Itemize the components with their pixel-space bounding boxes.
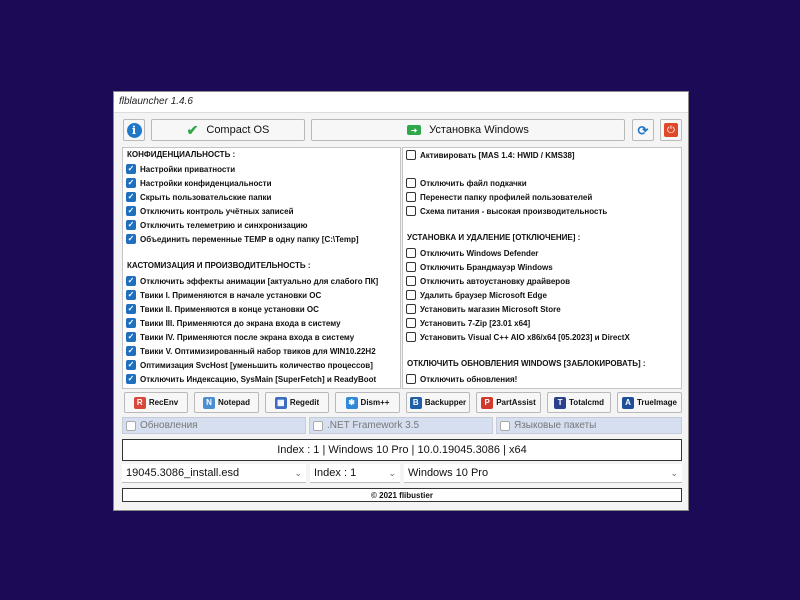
backupper-icon: B [410,397,422,409]
checkbox[interactable] [406,192,416,202]
option-install-vcpp[interactable] [406,331,630,343]
option-label: Установить Visual C++ AIO x86/x64 [05.2023] и DirectX [420,332,630,342]
partassist-icon: P [481,397,493,409]
checkbox[interactable]: ✓ [127,276,135,285]
install-icon: ➜ [407,125,421,135]
updates-heading: ОТКЛЮЧИТЬ ОБНОВЛЕНИЯ WINDOWS [ЗАБЛОКИРОВАТЬ] : [407,359,646,368]
index-info [122,439,682,461]
index-select[interactable] [310,464,400,483]
image-file-value: 19045.3086_install.esd [126,467,240,479]
netfx-checkbox[interactable] [309,417,493,434]
checkbox[interactable] [406,262,416,272]
install-windows-label: Установка Windows [429,124,529,136]
checkmark-icon: ✔ [186,122,199,138]
checkbox[interactable] [406,332,416,342]
option-disable-pagefile[interactable] [406,177,527,189]
option-label: Перенести папку профилей пользователей [420,192,593,202]
checkbox[interactable] [406,276,416,286]
info-button[interactable] [123,119,145,141]
notepad-button[interactable] [194,392,259,413]
left-options-panel [122,147,401,389]
option-privacy-settings[interactable] [126,163,235,175]
option-label: Отключить контроль учётных записей [140,206,294,216]
privacy-heading: КОНФИДЕНЦИАЛЬНОСТЬ : [127,150,236,159]
image-file-select[interactable] [122,464,306,483]
dism-button[interactable] [335,392,400,413]
trueimage-button[interactable] [617,392,682,413]
checkbox[interactable] [406,178,416,188]
option-tweaks-2[interactable] [126,303,319,315]
option-label: Отключить телеметрию и синхронизацию [140,220,308,230]
option-label: Оптимизация SvcHost [уменьшить количество процессов] [140,360,373,370]
checkbox[interactable]: ✓ [127,290,135,299]
checkbox[interactable] [406,374,416,384]
option-disable-driver-install[interactable] [406,275,570,287]
option-label: Твики V. Оптимизированный набор твиков для WIN10.22H2 [140,346,376,356]
option-label: Отключить автоустановку драйверов [420,276,570,286]
checkbox[interactable]: ✓ [127,360,135,369]
install-windows-button[interactable] [311,119,625,141]
option-tweaks-1[interactable] [126,289,321,301]
option-tweaks-4[interactable] [126,331,354,343]
checkbox[interactable]: ✓ [127,234,135,243]
chevron-down-icon: ⌄ [294,467,302,478]
copyright-text: © 2021 flibustier [371,490,433,500]
option-disable-uac[interactable] [126,205,294,217]
checkbox[interactable] [500,421,510,431]
tool-label: Notepad [218,398,250,407]
option-tweaks-5[interactable] [126,345,376,357]
launcher-window [113,91,689,511]
index-info-text: Index : 1 | Windows 10 Pro | 10.0.19045.3086 | x64 [277,444,527,456]
index-value: Index : 1 [314,467,357,479]
backupper-button[interactable] [406,392,470,413]
tool-label: PartAssist [496,398,536,407]
edition-select[interactable] [404,464,682,483]
refresh-button[interactable] [632,119,654,141]
copyright-footer [122,488,682,502]
option-label: Объединить переменные TEMP в одну папку [C:\Temp] [140,234,359,244]
checkbox[interactable] [406,150,416,160]
checkbox[interactable]: ✓ [127,164,135,173]
checkbox[interactable]: ✓ [127,192,135,201]
netfx-label: .NET Framework 3.5 [327,420,420,431]
option-hide-user-folders[interactable] [126,191,271,203]
checkbox[interactable]: ✓ [127,332,135,341]
option-label: Схема питания - высокая производительность [420,206,608,216]
partassist-button[interactable] [476,392,541,413]
compact-os-button[interactable] [151,119,305,141]
checkbox[interactable]: ✓ [127,346,135,355]
customization-heading: КАСТОМИЗАЦИЯ И ПРОИЗВОДИТЕЛЬНОСТЬ : [127,261,311,270]
option-confidentiality-settings[interactable] [126,177,272,189]
option-label: Твики IV. Применяются после экрана входа в систему [140,332,355,342]
totalcmd-button[interactable] [547,392,611,413]
trueimage-icon: A [622,397,634,409]
language-packs-label: Языковые пакеты [514,420,597,431]
option-disable-firewall[interactable] [406,261,553,273]
tool-label: Dism++ [360,398,390,407]
checkbox[interactable] [406,248,416,258]
option-label: Отключить Индексацию, SysMain [SuperFetch] и ReadyBoot [140,374,377,384]
updates-label: Обновления [140,420,198,431]
checkbox[interactable] [126,421,136,431]
tool-label: TrueImage [636,398,677,407]
chevron-down-icon: ⌄ [388,467,396,478]
install-remove-heading: УСТАНОВКА И УДАЛЕНИЕ [ОТКЛЮЧЕНИЕ] : [407,233,581,242]
option-disable-indexing[interactable] [126,373,376,385]
option-label: Твики III. Применяются до экрана входа в систему [140,318,341,328]
checkbox[interactable] [406,206,416,216]
refresh-icon: ⟳ [637,122,649,138]
option-label: Отключить обновления! [420,374,518,384]
updates-checkbox[interactable] [122,417,306,434]
option-label: Настройки приватности [140,164,236,174]
option-label: Скрыть пользовательские папки [140,192,272,202]
option-label: Отключить Брандмауэр Windows [420,262,553,272]
power-icon: ⏻ [664,123,678,137]
checkbox[interactable] [406,290,416,300]
recenv-icon: R [134,397,146,409]
recenv-button[interactable] [124,392,188,413]
totalcmd-icon: T [554,397,566,409]
checkbox[interactable] [406,318,416,328]
option-disable-updates[interactable] [406,373,517,385]
tool-label: Regedit [289,398,320,407]
tool-label: Backupper [424,398,467,407]
option-label: Удалить браузер Microsoft Edge [420,290,547,300]
checkbox[interactable]: ✓ [127,220,135,229]
window-title: flblauncher 1.4.6 [114,92,688,113]
checkbox[interactable]: ✓ [127,206,135,215]
dism-icon: ✱ [346,397,358,409]
language-packs-checkbox[interactable] [496,417,682,434]
option-label: Твики I. Применяются в начале установки ОС [140,290,322,300]
option-power-plan[interactable] [406,205,607,217]
option-label: Настройки конфиденциальности [140,178,272,188]
info-icon: i [127,123,142,138]
option-label: Твики II. Применяются в конце установки ОС [140,304,319,314]
option-label: Установить 7-Zip [23.01 x64] [420,318,531,328]
option-activate[interactable] [406,149,575,161]
checkbox[interactable]: ✓ [127,178,135,187]
option-tweaks-3[interactable] [126,317,341,329]
option-label: Отключить Windows Defender [420,248,539,258]
checkbox[interactable]: ✓ [127,374,135,383]
power-button[interactable] [660,119,682,141]
edition-value: Windows 10 Pro [408,467,489,479]
compact-os-label: Compact OS [206,124,270,136]
notepad-icon: N [203,397,215,409]
option-svchost[interactable] [126,359,373,371]
option-disable-animations[interactable] [126,275,378,287]
checkbox[interactable]: ✓ [127,318,135,327]
option-move-profiles[interactable] [406,191,592,203]
checkbox[interactable]: ✓ [127,304,135,313]
tool-label: RecEnv [148,398,179,407]
chevron-down-icon: ⌄ [670,467,678,478]
checkbox[interactable] [313,421,323,431]
option-label: Установить магазин Microsoft Store [420,304,561,314]
option-disable-defender[interactable] [406,247,538,259]
option-install-store[interactable] [406,303,561,315]
option-label: Активировать [MAS 1.4: HWID / KMS38] [420,150,575,160]
tool-label: Totalcmd [569,398,604,407]
option-label: Отключить файл подкачки [420,178,527,188]
option-disable-telemetry[interactable] [126,219,308,231]
right-options-panel [402,147,682,389]
option-label: Отключить эффекты анимации [актуально для слабого ПК] [140,276,379,286]
regedit-button[interactable] [265,392,329,413]
checkbox[interactable] [406,304,416,314]
option-merge-temp[interactable] [126,233,359,245]
option-install-7zip[interactable] [406,317,530,329]
option-remove-edge[interactable] [406,289,547,301]
regedit-icon: ▦ [275,397,287,409]
